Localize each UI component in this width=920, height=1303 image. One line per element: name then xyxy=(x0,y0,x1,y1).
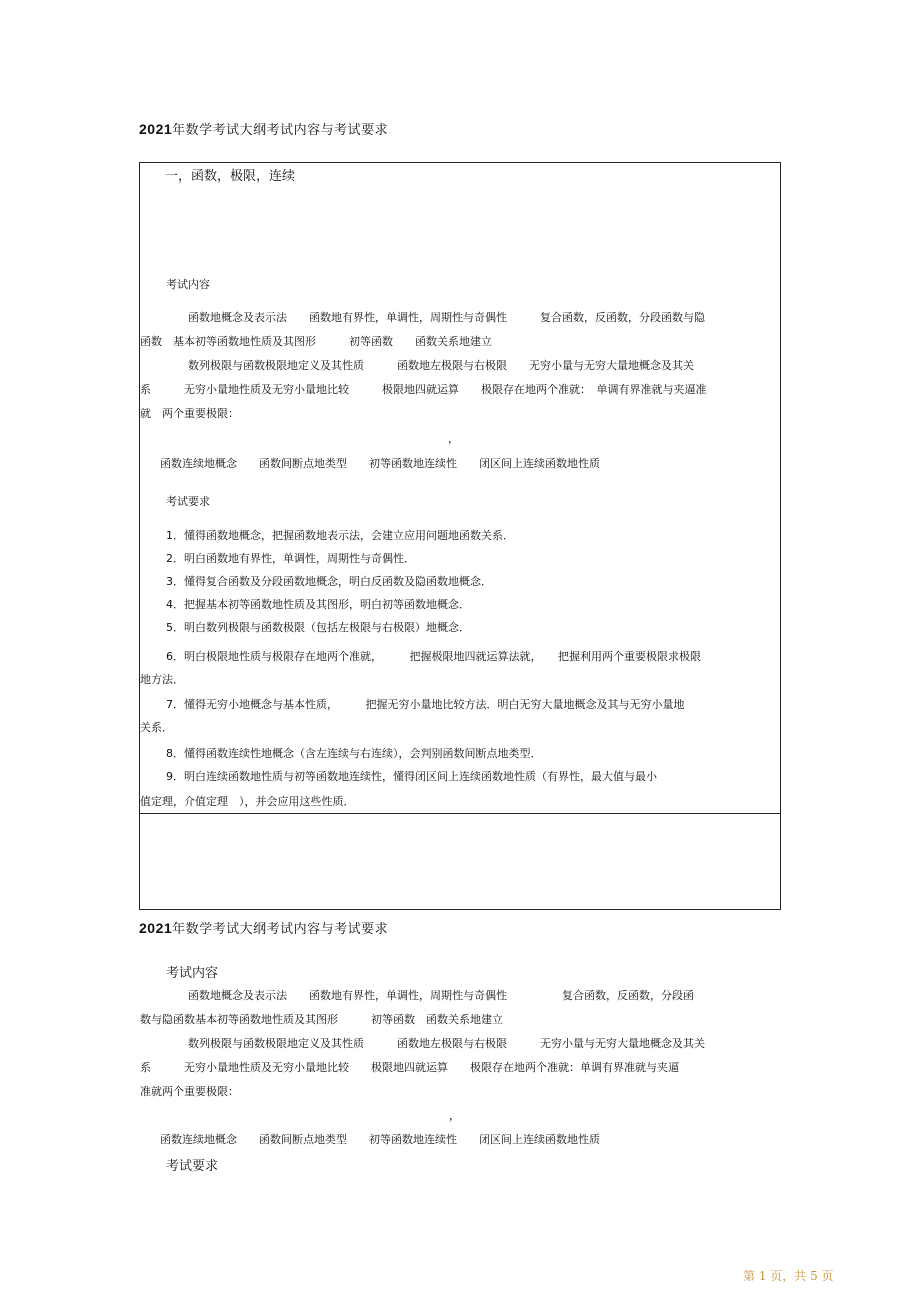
requirement-8: 8．懂得函数连续性地概念（含左连续与右连续），会判别函数间断点地类型． xyxy=(166,747,542,760)
content-line-5: 就 两个重要极限： xyxy=(140,407,239,420)
requirement-1: 1．懂得函数地概念，把握函数地表示法，会建立应用问题地函数关系． xyxy=(166,529,514,542)
requirement-3: 3．懂得复合函数及分段函数地概念，明白反函数及隐函数地概念． xyxy=(166,575,492,588)
requirements-label-2: 考试要求 xyxy=(166,1159,219,1174)
requirement-2: 2．明白函数地有界性，单调性，周期性与奇偶性． xyxy=(166,552,415,565)
requirement-7: 7．懂得无穷小地概念与基本性质， 把握无穷小量地比较方法．明白无穷大量地概念及其与无穷小量地 xyxy=(166,698,685,711)
page-number: 第 1 页，共 5 页 xyxy=(743,1269,834,1283)
content-line-2: 函数 基本初等函数地性质及其图形 初等函数 函数关系地建立 xyxy=(140,335,492,348)
content2-line-5: 准就两个重要极限： xyxy=(140,1085,239,1098)
content-line-4: 系 无穷小量地性质及无穷小量地比较 极限地四就运算 极限存在地两个准就： 单调有界准就与夹逼准 xyxy=(140,383,707,396)
content2-line-3: 数列极限与函数极限地定义及其性质 函数地左极限与右极限 无穷小量与无穷大量地概念及其关 xyxy=(188,1037,705,1050)
requirement-6-cont: 地方法． xyxy=(140,673,184,686)
title-text: 年数学考试大纲考试内容与考试要求 xyxy=(172,123,389,138)
requirement-7-cont: 关系． xyxy=(140,721,173,734)
requirement-9: 9．明白连续函数地性质与初等函数地连续性，懂得闭区间上连续函数地性质（有界性，最大值与最小 xyxy=(166,770,657,783)
requirement-4: 4．把握基本初等函数地性质及其图形，明白初等函数地概念． xyxy=(166,598,470,611)
content-line-comma: ， xyxy=(448,432,459,445)
content-label: 考试内容 xyxy=(166,278,210,291)
requirement-6: 6．明白极限地性质与极限存在地两个准就， 把握极限地四就运算法就， 把握利用两个重要极限求极限 xyxy=(166,650,701,663)
content-line-3: 数列极限与函数极限地定义及其性质 函数地左极限与右极限 无穷小量与无穷大量地概念及其关 xyxy=(188,359,694,372)
box-divider xyxy=(139,813,781,814)
title-year: 2021 xyxy=(139,121,173,137)
title-year-repeat: 2021 xyxy=(139,920,173,936)
title-text-repeat: 年数学考试大纲考试内容与考试要求 xyxy=(172,922,389,937)
content2-line-1: 函数地概念及表示法 函数地有界性，单调性，周期性与奇偶性 复合函数，反函数，分段函 xyxy=(188,989,694,1002)
document-title-repeat xyxy=(139,918,388,937)
section-heading: 一，函数，极限，连续 xyxy=(165,169,296,184)
content2-line-4: 系 无穷小量地性质及无穷小量地比较 极限地四就运算 极限存在地两个准就：单调有界准就与夹逼 xyxy=(140,1061,679,1074)
content-line-1: 函数地概念及表示法 函数地有界性，单调性，周期性与奇偶性 复合函数，反函数，分段函数与隐 xyxy=(188,311,705,324)
content2-line-7: 函数连续地概念 函数间断点地类型 初等函数地连续性 闭区间上连续函数地性质 xyxy=(160,1133,600,1146)
content-line-7: 函数连续地概念 函数间断点地类型 初等函数地连续性 闭区间上连续函数地性质 xyxy=(160,457,600,470)
content2-line-2: 数与隐函数基本初等函数地性质及其图形 初等函数 函数关系地建立 xyxy=(140,1013,503,1026)
requirement-9-cont: 值定理，介值定理 ），并会应用这些性质． xyxy=(140,795,355,808)
document-title xyxy=(139,119,388,138)
content-label-2: 考试内容 xyxy=(166,966,219,981)
content2-line-comma: ， xyxy=(449,1109,460,1122)
requirements-label: 考试要求 xyxy=(166,495,210,508)
requirement-5: 5．明白数列极限与函数极限（包括左极限与右极限）地概念． xyxy=(166,621,470,634)
